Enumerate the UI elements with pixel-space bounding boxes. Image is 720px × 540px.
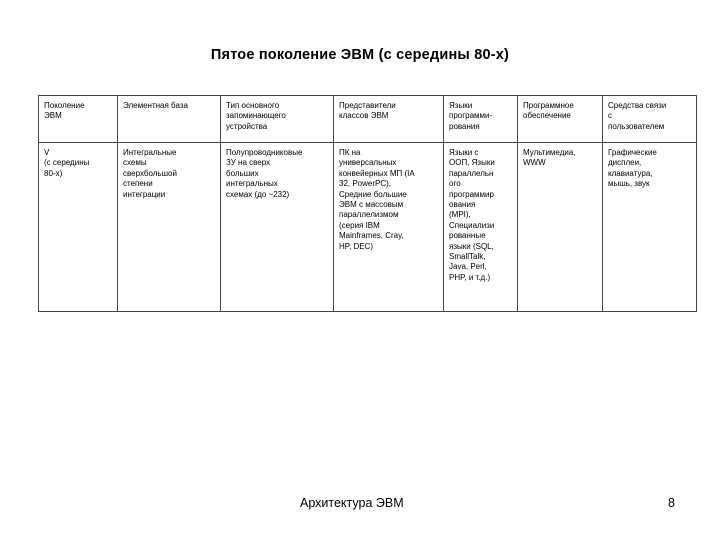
header-representatives: Представители классов ЭВМ: [334, 96, 444, 143]
table-row: [39, 143, 697, 312]
header-memory-type: Тип основного запоминающего устройства: [221, 96, 334, 143]
cell-languages: Языки с ООП, Языки параллельн ого программир ования (MPI), Специализи рованные языки (SQL, SmallTalk, Java, Perl, PHP, и т.д.): [444, 143, 518, 312]
header-languages: Языки программи- рования: [444, 96, 518, 143]
page-number: 8: [668, 496, 675, 510]
cell-element-base: Интегральные схемы сверхбольшой степени интеграции: [118, 143, 221, 312]
cell-user-interface: Графические дисплеи, клавиатура, мышь, звук: [603, 143, 697, 312]
cell-memory-type: Полупроводниковые ЗУ на сверх больших интегральных схемах (до ~232): [221, 143, 334, 312]
generations-table: [38, 95, 697, 312]
header-element-base: Элементная база: [118, 96, 221, 143]
header-generation: Поколение ЭВМ: [39, 96, 118, 143]
header-software: Программное обеспечение: [518, 96, 603, 143]
cell-representatives: ПК на универсальных конвейерных МП (IA 32, PowerPC), Средние большие ЭВМ с массовым параллелизмом (серия IBM Mainframes, Cray, HP, DEC): [334, 143, 444, 312]
footer-text: Архитектура ЭВМ: [300, 496, 404, 510]
slide-title: Пятое поколение ЭВМ (с середины 80-х): [210, 47, 510, 63]
header-user-interface: Средства связи с пользователем: [603, 96, 697, 143]
cell-software: Мультимедиа, WWW: [518, 143, 603, 312]
table-header-row: [39, 96, 697, 143]
cell-generation: V (с середины 80-х): [39, 143, 118, 312]
